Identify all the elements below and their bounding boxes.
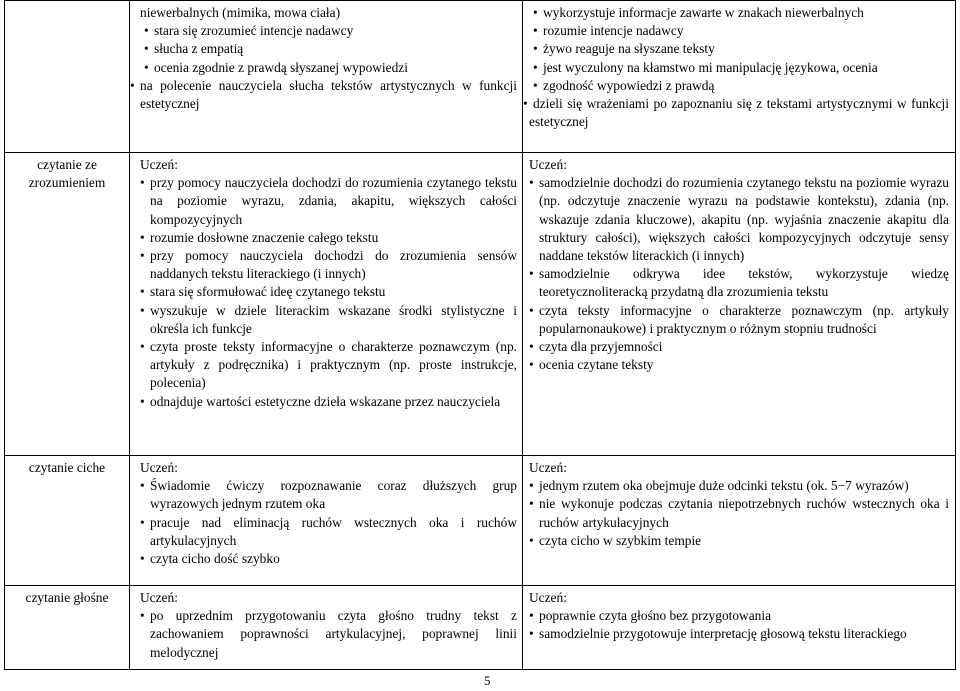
list-item: • ocenia zgodnie z prawdą słyszanej wypowiedzi: [140, 59, 517, 77]
list-item: • wyszukuje w dziele literackim wskazane środki stylistyczne i określa ich funkcje: [140, 302, 517, 338]
list-item: • słucha z empatią: [140, 40, 517, 58]
list-item: • jest wyczulony na kłamstwo mi manipulację językowa, ocenia: [529, 59, 949, 77]
skill-label-cell: [5, 456, 130, 586]
table-row: [5, 153, 956, 456]
list-item: • przy pomocy nauczyciela dochodzi do zrozumienia sensów naddanych tekstu literackiego (i innych): [140, 247, 517, 283]
list-item: • samodzielnie dochodzi do rozumienia czytanego tekstu na poziomie wyrazu (np. odczytuje znaczenie wyrazu na podstawie kontekstu), zdania (np. wskazuje zdania kluczowe), akapitu (np. wyjaśnia znaczenie akapitu dla struktury całości), większych całości kompozycyjnych odczytuje sensy naddane tekstów literackich (i innych): [529, 174, 949, 265]
list-item: • przy pomocy nauczyciela dochodzi do rozumienia czytanego tekstu na poziomie wyrazu, zdania, akapitu, większych całości kompozycyjnych: [140, 174, 517, 229]
list-item: • na polecenie nauczyciela słucha tekstów artystycznych w funkcji estetycznej: [140, 77, 517, 113]
list-item: • czyta teksty informacyjne o charakterze poznawczym (np. artykuły popularnonaukowe) i praktycznym o różnym stopniu trudności: [529, 302, 949, 338]
list-item: • ocenia czytane teksty: [529, 356, 949, 374]
list-item: • samodzielnie przygotowuje interpretację głosową tekstu literackiego: [529, 625, 949, 643]
list-item: • po uprzednim przygotowaniu czyta głośno trudny tekst z zachowaniem poprawności artykulacyjnej, poprawnej linii melodycznej: [140, 607, 517, 662]
list-item: • czyta cicho w szybkim tempie: [529, 532, 949, 550]
skill-label-cell: [5, 586, 130, 670]
list-item: • czyta dla przyjemności: [529, 338, 949, 356]
extended-requirements-cell: [523, 153, 956, 456]
list-item: • czyta proste teksty informacyjne o charakterze poznawczym (np. artykuły z podręcznika) i praktycznym (np. proste instrukcje, polecenia): [140, 338, 517, 393]
skill-label: czytanie głośne: [25, 590, 109, 605]
list-item: • nie wykonuje podczas czytania niepotrzebnych ruchów wstecznych oka i ruchów artykulacyjnych: [529, 495, 949, 531]
skill-label: czytanie ciche: [28, 460, 106, 475]
cell-heading: Uczeń:: [529, 460, 567, 475]
list-item: • odnajduje wartości estetyczne dzieła wskazane przez nauczyciela: [140, 393, 517, 411]
list-item: • czyta cicho dość szybko: [140, 550, 517, 568]
list-item: • żywo reaguje na słyszane teksty: [529, 40, 949, 58]
cell-heading: Uczeń:: [529, 590, 567, 605]
list-item: • stara się sformułować ideę czytanego tekstu: [140, 283, 517, 301]
basic-requirements-cell: [130, 1, 523, 153]
list-item: • dzieli się wrażeniami po zapoznaniu się z tekstami artystycznymi w funkcji estetycznej: [529, 95, 949, 131]
list-item: • pracuje nad eliminacją ruchów wstecznych oka i ruchów artykulacyjnych: [140, 514, 517, 550]
cell-text: niewerbalnych (mimika, mowa ciała): [140, 5, 341, 20]
list-item: • jednym rzutem oka obejmuje duże odcinki tekstu (ok. 5−7 wyrazów): [529, 477, 949, 495]
basic-requirements-cell: [130, 153, 523, 456]
extended-requirements-cell: [523, 586, 956, 670]
list-item: • zgodność wypowiedzi z prawdą: [529, 77, 949, 95]
basic-requirements-cell: [130, 586, 523, 670]
extended-requirements-cell: [523, 456, 956, 586]
table-row: [5, 456, 956, 586]
page-number: 5: [484, 673, 491, 688]
list-item: • Świadomie ćwiczy rozpoznawanie coraz dłuższych grup wyrazowych jednym rzutem oka: [140, 477, 517, 513]
skill-label: czytanie ze zrozumieniem: [28, 157, 106, 191]
skill-label-cell: [5, 1, 130, 153]
extended-requirements-cell: [523, 1, 956, 153]
cell-heading: Uczeń:: [140, 157, 178, 172]
list-item: • rozumie intencje nadawcy: [529, 22, 949, 40]
list-item: • poprawnie czyta głośno bez przygotowania: [529, 607, 949, 625]
list-item: • samodzielnie odkrywa idee tekstów, wykorzystuje wiedzę teoretycznoliteracką przydatną dla zrozumienia tekstu: [529, 265, 949, 301]
table-row: [5, 586, 956, 670]
curriculum-table: [4, 0, 956, 670]
cell-heading: Uczeń:: [140, 460, 178, 475]
cell-heading: Uczeń:: [140, 590, 178, 605]
list-item: • rozumie dosłowne znaczenie całego tekstu: [140, 229, 517, 247]
list-item: • wykorzystuje informacje zawarte w znakach niewerbalnych: [529, 4, 949, 22]
skill-label-cell: [5, 153, 130, 456]
table-row: [5, 1, 956, 153]
basic-requirements-cell: [130, 456, 523, 586]
list-item: • stara się zrozumieć intencje nadawcy: [140, 22, 517, 40]
cell-heading: Uczeń:: [529, 157, 567, 172]
